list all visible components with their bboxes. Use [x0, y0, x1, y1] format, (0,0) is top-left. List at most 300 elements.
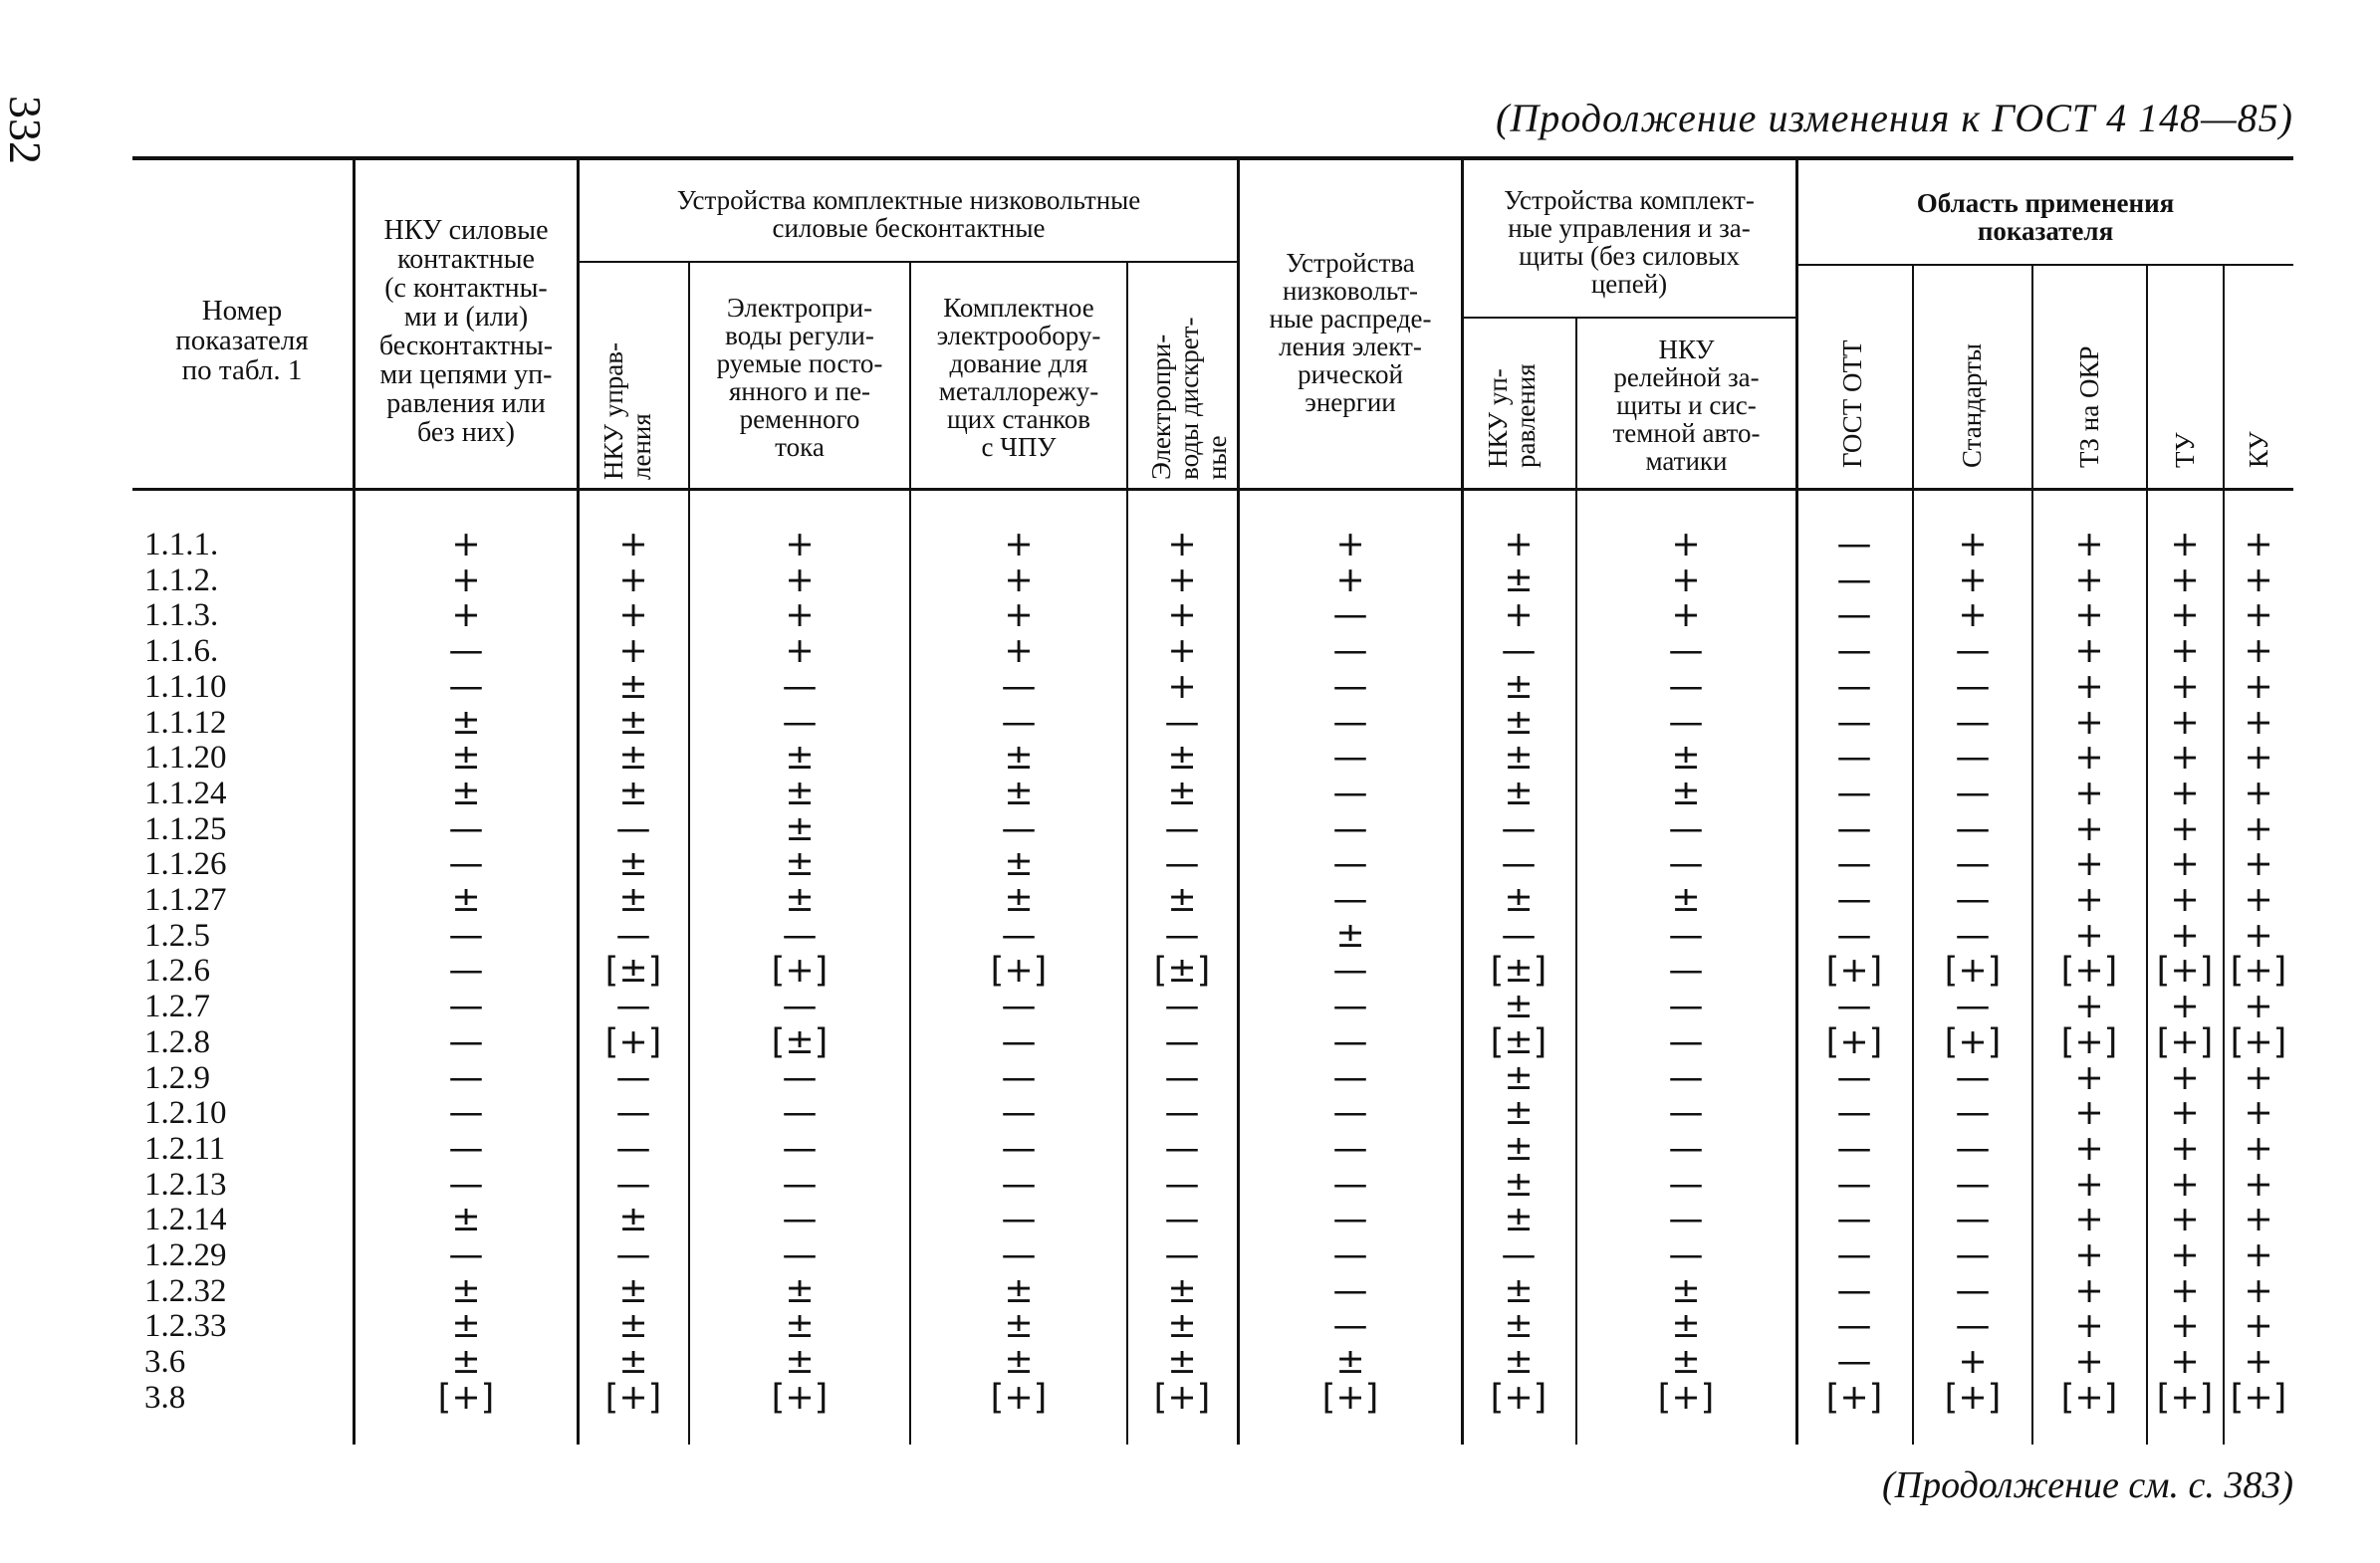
table-cell: ± [1504, 1342, 1534, 1382]
table-cell: + [2244, 631, 2273, 671]
table-cell: — [448, 844, 484, 884]
table-cell: — [1332, 1058, 1368, 1098]
table-cell: — [1001, 916, 1037, 956]
table-cell: + [2170, 1235, 2200, 1275]
table-cell: — [1001, 1022, 1037, 1062]
table-cell: [+] [1153, 1378, 1211, 1418]
table-cell: + [2074, 1058, 2104, 1098]
table-cell: [+] [604, 1022, 662, 1062]
table-cell: — [1001, 1165, 1037, 1205]
table-cell: + [1958, 1342, 1988, 1382]
table-cell: — [1668, 1058, 1704, 1098]
table-cell: + [2074, 880, 2104, 920]
table-cell: — [615, 1058, 651, 1098]
table-cell: + [2170, 987, 2200, 1026]
table-cell: + [2074, 525, 2104, 564]
table-cell: — [1164, 1129, 1200, 1169]
table-cell: — [448, 1022, 484, 1062]
table-cell: — [1955, 1058, 1991, 1098]
table-cell: ± [1504, 1165, 1534, 1205]
table-cell: — [1501, 1235, 1537, 1275]
table-cell: ± [1504, 667, 1534, 707]
table-cell: — [1836, 560, 1872, 600]
table-cell: — [1332, 951, 1368, 991]
table-cell: — [1955, 703, 1991, 743]
table-cell: — [1668, 1235, 1704, 1275]
table-cell: [+] [2230, 1378, 2287, 1418]
table-cell: — [1164, 809, 1200, 849]
table-cell: + [2074, 1200, 2104, 1239]
table-cell: — [615, 809, 651, 849]
table-cell: — [1332, 703, 1368, 743]
table-cell: ± [785, 844, 815, 884]
table-cell: ± [451, 1306, 481, 1346]
table-cell: — [1164, 1235, 1200, 1275]
row-label: 1.2.5 [144, 918, 210, 954]
page-footer: (Продолжение см. с. 383) [1881, 1464, 2293, 1506]
table-cell: — [782, 916, 818, 956]
table-cell: ± [1335, 916, 1365, 956]
table-cell: — [1955, 987, 1991, 1026]
table-cell: — [1001, 1200, 1037, 1239]
table-cell: — [1836, 916, 1872, 956]
table-cell: — [1001, 809, 1037, 849]
table-cell: — [782, 1200, 818, 1239]
table-cell: ± [1004, 1271, 1034, 1311]
table-cell: — [1668, 916, 1704, 956]
table-cell: — [1955, 809, 1991, 849]
table-cell: — [1836, 774, 1872, 813]
table-cell: ± [618, 667, 648, 707]
table-cell: ± [1504, 1129, 1534, 1169]
table-cell: [+] [2156, 951, 2214, 991]
table-cell: — [448, 987, 484, 1026]
table-cell: — [1332, 844, 1368, 884]
row-label: 1.2.33 [144, 1308, 227, 1344]
table-cell: — [1332, 667, 1368, 707]
table-cell: + [2170, 1271, 2200, 1311]
table-cell: + [2074, 560, 2104, 600]
table-cell: — [1955, 1271, 1991, 1311]
col-header-row-number: Номер показателя по табл. 1 [175, 295, 309, 386]
table-cell: + [2074, 595, 2104, 635]
col-header-electric-drives: Электропри- воды регули- руемые посто- янного и пе- ременного тока [716, 293, 883, 462]
table-cell: — [448, 631, 484, 671]
table-cell: — [1836, 1235, 1872, 1275]
table-cell: [±] [604, 951, 662, 991]
table-cell: — [1836, 1165, 1872, 1205]
table-cell: — [448, 1235, 484, 1275]
row-label: 1.2.11 [144, 1131, 226, 1167]
table-cell: [+] [2060, 1378, 2118, 1418]
table-cell: — [1332, 1022, 1368, 1062]
table-cell: — [448, 667, 484, 707]
table-cell: — [1955, 1165, 1991, 1205]
row-label: 1.1.6. [144, 633, 219, 669]
table-cell: — [1836, 1271, 1872, 1311]
table-cell: ± [1504, 738, 1534, 778]
table-cell: + [2170, 844, 2200, 884]
row-label: 3.6 [144, 1344, 186, 1380]
table-cell: + [2074, 1235, 2104, 1275]
table-cell: [+] [1825, 1378, 1883, 1418]
table-cell: — [1955, 1093, 1991, 1133]
table-cell: — [448, 916, 484, 956]
table-cell: + [2074, 1306, 2104, 1346]
table-cell: [+] [1321, 1378, 1379, 1418]
table-cell: + [1004, 595, 1034, 635]
table-cell: — [1955, 1129, 1991, 1169]
table-cell: [+] [1490, 1378, 1547, 1418]
table-cell: + [2074, 1271, 2104, 1311]
table-cell: + [2170, 1058, 2200, 1098]
page-header: (Продолжение изменения к ГОСТ 4 148—85) [1496, 96, 2293, 140]
table-cell: — [1332, 1129, 1368, 1169]
table-cell: + [2170, 667, 2200, 707]
table-cell: — [1955, 1306, 1991, 1346]
table-cell: [+] [2230, 1022, 2287, 1062]
table-cell: ± [451, 703, 481, 743]
vrule-8 [1575, 318, 1577, 1445]
table-cell: + [2074, 987, 2104, 1026]
table-cell: + [2244, 774, 2273, 813]
table-cell: + [2170, 631, 2200, 671]
table-cell: + [1167, 595, 1197, 635]
table-cell: [+] [1657, 1378, 1715, 1418]
table-cell: + [618, 631, 648, 671]
table-cell: [+] [1944, 1378, 2002, 1418]
table-cell: + [2074, 667, 2104, 707]
row-label: 1.2.8 [144, 1024, 210, 1060]
table-cell: — [1332, 1200, 1368, 1239]
table-cell: ± [1167, 880, 1197, 920]
row-label: 1.1.27 [144, 882, 227, 918]
table-cell: + [2244, 1271, 2273, 1311]
table-cell: ± [618, 774, 648, 813]
table-cell: + [2244, 1235, 2273, 1275]
table-cell: ± [785, 880, 815, 920]
table-cell: — [1501, 631, 1537, 671]
table-cell: — [1001, 1129, 1037, 1169]
row-label: 1.2.32 [144, 1273, 227, 1309]
table-cell: + [451, 525, 481, 564]
table-cell: ± [451, 738, 481, 778]
table-cell: — [1836, 880, 1872, 920]
table-cell: — [782, 1093, 818, 1133]
row-label: 1.2.14 [144, 1202, 227, 1237]
table-cell: ± [1167, 1271, 1197, 1311]
table-cell: + [2244, 1306, 2273, 1346]
table-cell: + [785, 595, 815, 635]
table-cell: — [1955, 738, 1991, 778]
table-cell: — [1836, 1093, 1872, 1133]
table-cell: — [448, 1129, 484, 1169]
table-cell: + [1167, 631, 1197, 671]
vrule-4 [909, 262, 911, 1445]
table-cell: — [1836, 987, 1872, 1026]
rule-group-scope [1795, 264, 2293, 266]
table-cell: ± [785, 1342, 815, 1382]
row-label: 3.8 [144, 1380, 186, 1416]
table-cell: — [1668, 844, 1704, 884]
table-cell: — [448, 1058, 484, 1098]
table-cell: — [448, 809, 484, 849]
table-cell: ± [1504, 1306, 1534, 1346]
table-cell: — [448, 951, 484, 991]
table-cell: — [1836, 844, 1872, 884]
table-cell: ± [785, 774, 815, 813]
table-cell: ± [1504, 774, 1534, 813]
table-cell: [+] [2060, 1022, 2118, 1062]
table-cell: + [1004, 631, 1034, 671]
table-cell: [±] [1153, 951, 1211, 991]
table-cell: — [1955, 774, 1991, 813]
table-cell: — [1332, 1165, 1368, 1205]
table-cell: — [1164, 1165, 1200, 1205]
table-cell: — [1836, 703, 1872, 743]
table-cell: + [2244, 880, 2273, 920]
table-cell: + [2170, 1342, 2200, 1382]
table-cell: ± [618, 738, 648, 778]
vrule-10 [1912, 265, 1914, 1445]
table-cell: — [1001, 1093, 1037, 1133]
table-cell: — [1164, 1093, 1200, 1133]
table-cell: + [2244, 560, 2273, 600]
table-cell: — [1955, 667, 1991, 707]
table-cell: + [2170, 560, 2200, 600]
table-cell: — [782, 987, 818, 1026]
table-cell: — [1164, 703, 1200, 743]
table-cell: + [2074, 738, 2104, 778]
table-cell: ± [785, 809, 815, 849]
col-header-standards: Стандарты [1957, 342, 1987, 468]
header-bottom-rule [132, 488, 2293, 491]
table-cell: — [1668, 1200, 1704, 1239]
table-cell: + [2074, 774, 2104, 813]
table-cell: ± [618, 844, 648, 884]
table-cell: ± [1167, 1342, 1197, 1382]
table-cell: + [2244, 987, 2273, 1026]
row-label: 1.1.3. [144, 597, 219, 633]
rule-group-protection [1461, 317, 1795, 319]
col-header-ku: КУ [2244, 431, 2273, 468]
table-cell: + [2244, 667, 2273, 707]
table-cell: — [1668, 987, 1704, 1026]
table-cell: [+] [1825, 951, 1883, 991]
table-cell: + [2074, 1093, 2104, 1133]
table-cell: ± [1671, 1306, 1701, 1346]
table-cell: — [1501, 809, 1537, 849]
table-cell: — [1164, 844, 1200, 884]
table-cell: ± [1167, 774, 1197, 813]
table-cell: ± [785, 1306, 815, 1346]
table-cell: + [2074, 1165, 2104, 1205]
table-cell: + [1504, 595, 1534, 635]
table-cell: + [1671, 525, 1701, 564]
table-cell: — [1955, 631, 1991, 671]
table-cell: [+] [1825, 1022, 1883, 1062]
table-cell: [+] [1944, 951, 2002, 991]
table-cell: + [1671, 560, 1701, 600]
table-cell: ± [1004, 738, 1034, 778]
table-cell: ± [1004, 774, 1034, 813]
table-cell: + [785, 525, 815, 564]
table-cell: — [1668, 809, 1704, 849]
table-cell: ± [1671, 774, 1701, 813]
vrule-1 [353, 160, 356, 1445]
row-label: 1.1.1. [144, 527, 219, 562]
table-cell: — [1332, 1235, 1368, 1275]
table-cell: — [615, 1129, 651, 1169]
table-cell: ± [618, 703, 648, 743]
row-label: 1.1.24 [144, 776, 227, 811]
table-cell: ± [1671, 1342, 1701, 1382]
table-cell: — [1836, 595, 1872, 635]
table-cell: ± [618, 1342, 648, 1382]
table-cell: — [782, 1165, 818, 1205]
table-cell: — [1164, 987, 1200, 1026]
table-cell: — [1668, 1165, 1704, 1205]
table-cell: — [1668, 1093, 1704, 1133]
rule-group-contactless [580, 261, 1237, 263]
table-cell: + [1004, 525, 1034, 564]
table-cell: — [1501, 844, 1537, 884]
row-label: 1.2.7 [144, 989, 210, 1024]
table-cell: + [1167, 560, 1197, 600]
table-cell: — [1955, 916, 1991, 956]
table-cell: — [1332, 880, 1368, 920]
table-cell: — [1332, 1271, 1368, 1311]
row-label: 1.2.6 [144, 953, 210, 989]
table-cell: + [618, 560, 648, 600]
table-cell: — [1836, 525, 1872, 564]
table-cell: + [618, 525, 648, 564]
table-cell: + [2170, 1306, 2200, 1346]
table-cell: + [2170, 916, 2200, 956]
col-header-gost-ott: ГОСТ ОТТ [1837, 339, 1867, 468]
table-cell: — [1836, 1129, 1872, 1169]
table-cell: + [1958, 560, 1988, 600]
vrule-6 [1237, 160, 1240, 1445]
table-cell: ± [1004, 1342, 1034, 1382]
table-cell: — [782, 703, 818, 743]
table-cell: ± [1504, 880, 1534, 920]
table-cell: + [2244, 595, 2273, 635]
table-cell: [+] [990, 951, 1048, 991]
table-cell: — [1668, 1129, 1704, 1169]
table-cell: ± [451, 880, 481, 920]
table-cell: — [1332, 774, 1368, 813]
row-label: 1.1.12 [144, 705, 227, 741]
row-label: 1.2.13 [144, 1167, 227, 1203]
row-label: 1.2.9 [144, 1060, 210, 1096]
table-cell: + [2244, 738, 2273, 778]
table-cell: + [2170, 525, 2200, 564]
table-cell: ± [1335, 1342, 1365, 1382]
table-cell: — [1955, 880, 1991, 920]
table-cell: ± [451, 1271, 481, 1311]
table-cell: + [1004, 560, 1034, 600]
table-cell: + [2074, 916, 2104, 956]
table-cell: ± [1504, 987, 1534, 1026]
page-number: 332 [0, 96, 51, 164]
table-top-rule [132, 156, 2293, 160]
table-cell: — [615, 1235, 651, 1275]
table-cell: — [1836, 809, 1872, 849]
table-cell: — [1955, 844, 1991, 884]
table-cell: — [615, 1093, 651, 1133]
table-cell: [±] [1490, 951, 1547, 991]
row-label: 1.1.26 [144, 846, 227, 882]
table-cell: + [1504, 525, 1534, 564]
table-cell: + [2170, 809, 2200, 849]
table-cell: — [448, 1165, 484, 1205]
table-cell: + [1335, 560, 1365, 600]
table-cell: ± [1671, 738, 1701, 778]
table-cell: — [1001, 703, 1037, 743]
group-header-protection: Устройства комплект- ные управления и за- щиты (без силовых цепей) [1504, 185, 1755, 299]
table-cell: — [1836, 631, 1872, 671]
table-cell: [+] [2156, 1378, 2214, 1418]
table-cell: + [2074, 1342, 2104, 1382]
table-cell: — [1836, 1342, 1872, 1382]
table-cell: [+] [990, 1378, 1048, 1418]
table-cell: + [1958, 595, 1988, 635]
col-header-distribution: Устройства низковольт- ные распреде- ления элект- рической энергии [1269, 248, 1432, 417]
col-header-nku-control: НКУ управ- ления [598, 341, 656, 480]
group-header-contactless: Устройства комплектные низковольтные силовые бесконтактные [676, 185, 1141, 243]
row-label: 1.2.10 [144, 1095, 227, 1131]
table-cell: + [2170, 1200, 2200, 1239]
row-label: 1.1.25 [144, 811, 227, 847]
table-cell: — [1001, 987, 1037, 1026]
table-cell: ± [1504, 1093, 1534, 1133]
table-cell: [±] [1490, 1022, 1547, 1062]
table-cell: + [2244, 703, 2273, 743]
table-cell: + [2244, 525, 2273, 564]
table-cell: ± [785, 1271, 815, 1311]
table-cell: + [618, 595, 648, 635]
table-cell: — [615, 987, 651, 1026]
table-cell: + [2244, 1165, 2273, 1205]
col-header-cnc-equipment: Комплектное электрообору- дование для металлорежу- щих станков с ЧПУ [936, 293, 1101, 462]
table-cell: — [1668, 667, 1704, 707]
col-header-tz-okr: ТЗ на ОКР [2074, 345, 2104, 468]
table-cell: + [785, 560, 815, 600]
table-cell: [+] [771, 1378, 829, 1418]
table-cell: — [782, 1058, 818, 1098]
table-cell: + [1335, 525, 1365, 564]
table-cell: — [1332, 631, 1368, 671]
table-cell: — [1332, 595, 1368, 635]
table-cell: ± [1504, 560, 1534, 600]
table-cell: ± [785, 738, 815, 778]
table-cell: ± [618, 1271, 648, 1311]
table-cell: ± [618, 1306, 648, 1346]
table-cell: — [1332, 738, 1368, 778]
table-cell: ± [451, 1200, 481, 1239]
table-cell: [+] [2230, 951, 2287, 991]
table-cell: — [1001, 1235, 1037, 1275]
table-cell: — [1332, 1306, 1368, 1346]
table-cell: [+] [2156, 1022, 2214, 1062]
table-cell: ± [618, 880, 648, 920]
table-cell: + [1167, 525, 1197, 564]
table-cell: — [1501, 916, 1537, 956]
table-cell: ± [1504, 1058, 1534, 1098]
table-cell: ± [1167, 738, 1197, 778]
table-cell: ± [1504, 1200, 1534, 1239]
